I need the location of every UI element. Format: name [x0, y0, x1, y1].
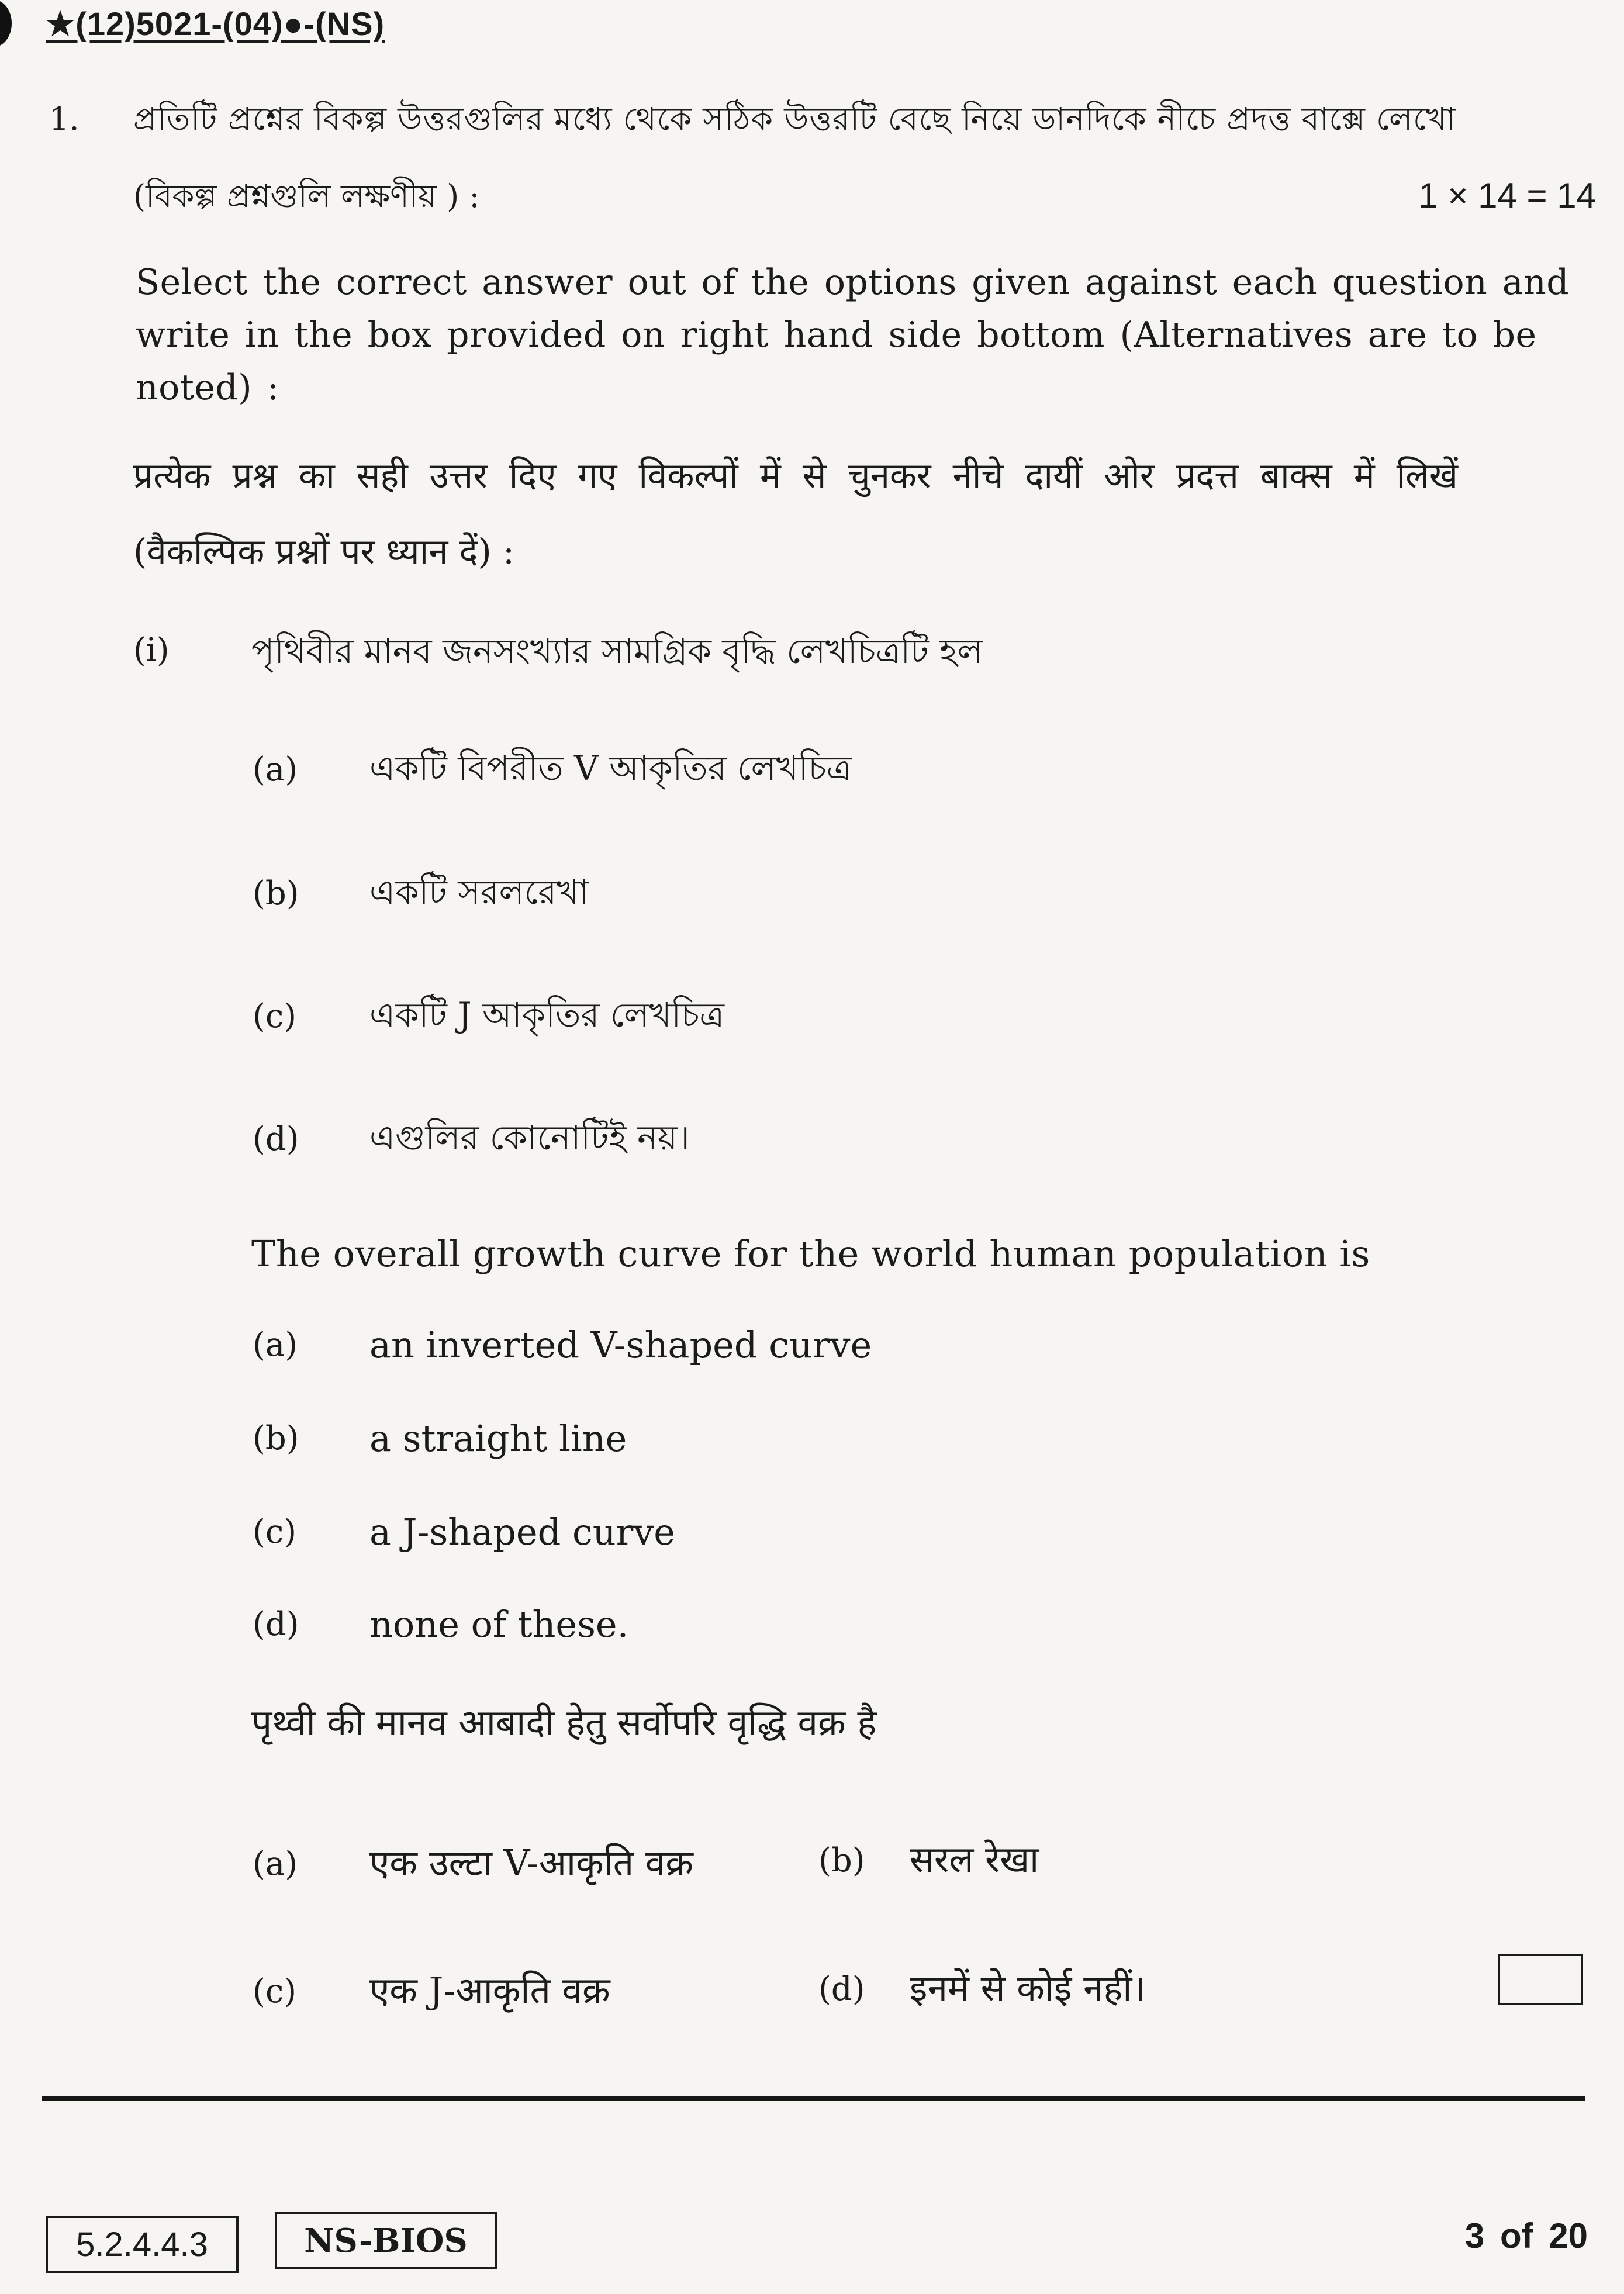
footer-divider — [42, 2096, 1585, 2101]
option-text-hi-c: एक J-आकृति वक्र — [369, 1969, 610, 2012]
option-text-en-c: a J-shaped curve — [369, 1511, 675, 1553]
header-bullet — [0, 0, 12, 47]
instruction-english: Select the correct answer out of the options given against each question and write in the box provided on right hand side bottom (Alternatives are to be noted) : — [136, 262, 1570, 408]
option-text-en-d: none of these. — [369, 1603, 629, 1646]
subquestion-label: (i) — [133, 631, 170, 669]
option-letter-en-d: (d) — [253, 1605, 299, 1643]
option-letter-en-b: (b) — [253, 1419, 299, 1457]
question-text-bengali: পৃথিবীর মানব জনসংখ্যার সামগ্রিক বৃদ্ধি লেখচিত্রটি হল — [251, 631, 983, 671]
page-number: 3 of 20 — [1464, 2216, 1588, 2255]
option-text-bn-d: এগুলির কোনোটিই নয়। — [369, 1118, 690, 1158]
instruction-hindi-line1: प्रत्येक प्रश्न का सही उत्तर दिए गए विकल्पों में से चुनकर नीचे दायीं ओर प्रदत्त बाक्स में लिखें — [133, 455, 1458, 496]
option-letter-hi-d: (d) — [818, 1970, 865, 2008]
option-letter-bn-b: (b) — [253, 875, 299, 913]
instruction-bengali-line2: (বিকল্প প্রশ্নগুলি লক্ষণীয় ) : — [133, 178, 480, 215]
option-letter-hi-a: (a) — [253, 1845, 298, 1883]
instruction-hindi-line2: (वैकल्पिक प्रश्नों पर ध्यान दें) : — [133, 531, 515, 572]
paper-code: ★(12)5021-(04)●-(NS) — [46, 5, 385, 42]
footer-subject-box: NS-BIOS — [275, 2212, 497, 2269]
option-text-en-b: a straight line — [369, 1417, 627, 1460]
question-text-english: The overall growth curve for the world human population is — [251, 1232, 1370, 1275]
option-letter-en-a: (a) — [253, 1326, 298, 1364]
footer-code-box: 5.2.4.4.3 — [46, 2216, 239, 2273]
option-text-hi-a: एक उल्टा V-आकृति वक्र — [369, 1842, 693, 1884]
answer-box[interactable] — [1498, 1954, 1583, 2005]
option-letter-hi-b: (b) — [818, 1842, 865, 1880]
instruction-bengali-line1: প্রতিটি প্রশ্নের বিকল্প উত্তরগুলির মধ্যে থেকে সঠিক উত্তরটি বেছে নিয়ে ডানদিকে নীচে প্রদত্ত বাক্সে লেখো — [133, 101, 1457, 137]
option-text-en-a: an inverted V-shaped curve — [369, 1324, 872, 1366]
option-letter-bn-d: (d) — [253, 1120, 299, 1158]
option-letter-en-c: (c) — [253, 1513, 297, 1551]
option-letter-bn-a: (a) — [253, 751, 298, 789]
marks-allocation: 1 × 14 = 14 — [1418, 176, 1596, 215]
option-letter-hi-c: (c) — [253, 1972, 297, 2010]
question-number: 1. — [49, 101, 80, 137]
option-text-bn-b: একটি সরলরেখা — [369, 872, 589, 912]
option-letter-bn-c: (c) — [253, 997, 297, 1035]
option-text-bn-a: একটি বিপরীত V আকৃতির লেখচিত্র — [369, 748, 852, 788]
option-text-hi-b: सरल रेखा — [910, 1838, 1039, 1881]
question-text-hindi: पृथ्वी की मानव आबादी हेतु सर्वोपरि वृद्धि वक्र है — [251, 1701, 877, 1744]
option-text-bn-c: একটি J আকৃতির লেখচিত্র — [369, 995, 725, 1035]
option-text-hi-d: इनमें से कोई नहीं। — [910, 1967, 1146, 2009]
